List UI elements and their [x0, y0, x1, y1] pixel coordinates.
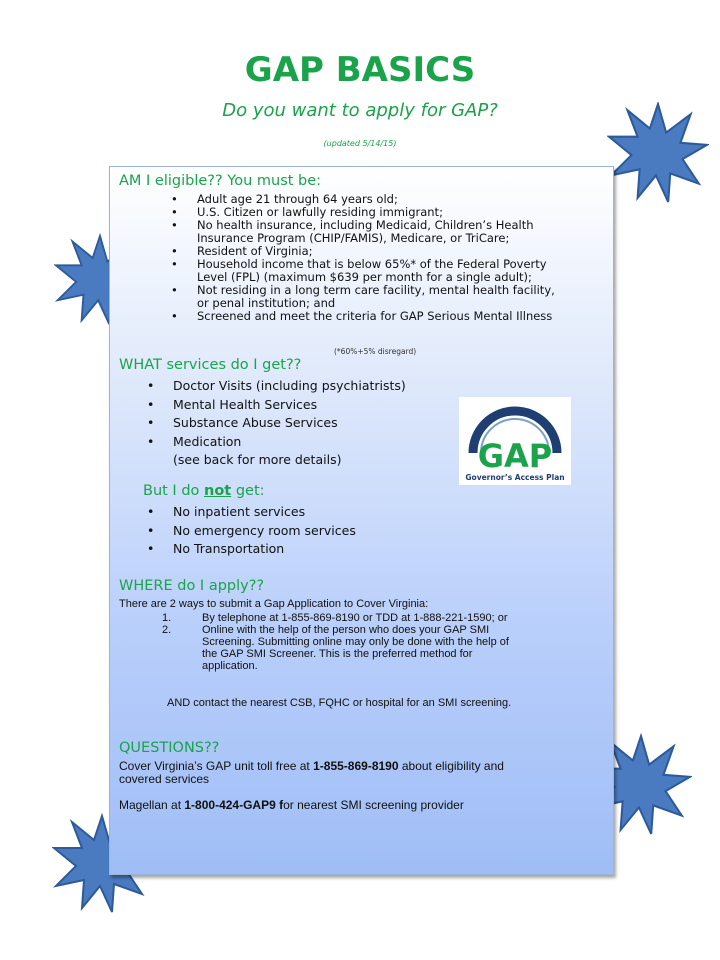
list-item: • Household income that is below 65%* of the Federal Poverty: [197, 258, 555, 271]
star-burst-icon: [607, 102, 709, 204]
list-item: • Adult age 21 through 64 years old;: [197, 193, 555, 206]
list-item-continued: Insurance Program (CHIP/FAMIS), Medicare, or TriCare;: [197, 231, 510, 245]
list-item: • Mental Health Services: [173, 397, 406, 416]
list-item: • Screened and meet the criteria for GAP Serious Mental Illness: [197, 310, 555, 323]
gap-unit-contact: Cover Virginia’s GAP unit toll free at 1-855-869-8190 about eligibility and: [119, 759, 504, 773]
list-item: • Substance Abuse Services: [173, 415, 406, 434]
info-panel: [109, 166, 614, 875]
questions-heading: QUESTIONS??: [119, 740, 220, 756]
list-item: • U.S. Citizen or lawfully residing immigrant;: [197, 206, 555, 219]
page-title: GAP BASICS: [244, 50, 476, 90]
star-shape: [609, 104, 707, 202]
logo-letters: GAP: [477, 437, 553, 475]
updated-date: (updated 5/14/15): [323, 139, 397, 148]
not-covered-list: [173, 504, 356, 560]
list-item: • No inpatient services: [173, 504, 356, 523]
apply-option-phone: 1. By telephone at 1-855-869-8190 or TDD at 1-888-221-1590; or: [162, 612, 508, 624]
services-note: (see back for more details): [173, 452, 342, 467]
logo-tagline: Governor’s Access Plan: [465, 473, 565, 482]
gap-logo: [459, 397, 571, 485]
list-item: • Resident of Virginia;: [197, 245, 555, 258]
apply-heading: WHERE do I apply??: [119, 578, 265, 594]
list-item-continued: Level (FPL) (maximum $639 per month for a single adult);: [197, 270, 532, 284]
apply-intro: There are 2 ways to submit a Gap Application to Cover Virginia:: [119, 598, 429, 610]
page-subtitle: Do you want to apply for GAP?: [222, 100, 498, 121]
list-item: • No health insurance, including Medicaid, Children’s Health: [197, 219, 555, 232]
list-item: • Not residing in a long term care facility, mental health facility,: [197, 284, 555, 297]
magellan-phone: 1-800-424-GAP9 f: [184, 798, 284, 812]
gap-unit-phone: 1-855-869-8190: [313, 759, 399, 773]
magellan-contact: Magellan at 1-800-424-GAP9 for nearest SMI screening provider: [119, 798, 464, 812]
eligibility-heading: AM I eligible?? You must be:: [119, 173, 322, 189]
list-item: • No emergency room services: [173, 523, 356, 542]
not-covered-heading: But I do not get:: [143, 483, 265, 499]
eligibility-footnote: (*60%+5% disregard): [334, 347, 417, 356]
list-item: • Medication: [173, 434, 406, 453]
services-list: [173, 378, 406, 471]
apply-options: [162, 612, 602, 672]
apply-contact: AND contact the nearest CSB, FQHC or hospital for an SMI screening.: [167, 697, 512, 709]
services-heading: WHAT services do I get??: [119, 357, 302, 373]
gap-unit-contact-cont: covered services: [119, 772, 210, 786]
list-item: • No Transportation: [173, 541, 356, 560]
questions-body: [119, 760, 609, 812]
list-item: • Doctor Visits (including psychiatrists): [173, 378, 406, 397]
not-emphasis: not: [204, 483, 232, 499]
eligibility-list: [197, 193, 555, 323]
apply-option-online: 2. Online with the help of the person who does your GAP SMI Screening. Submitting online may only be done with the help of the GAP SMI Screener. This is the preferred method for application.: [162, 624, 509, 672]
list-item-continued: or penal institution; and: [197, 296, 336, 310]
